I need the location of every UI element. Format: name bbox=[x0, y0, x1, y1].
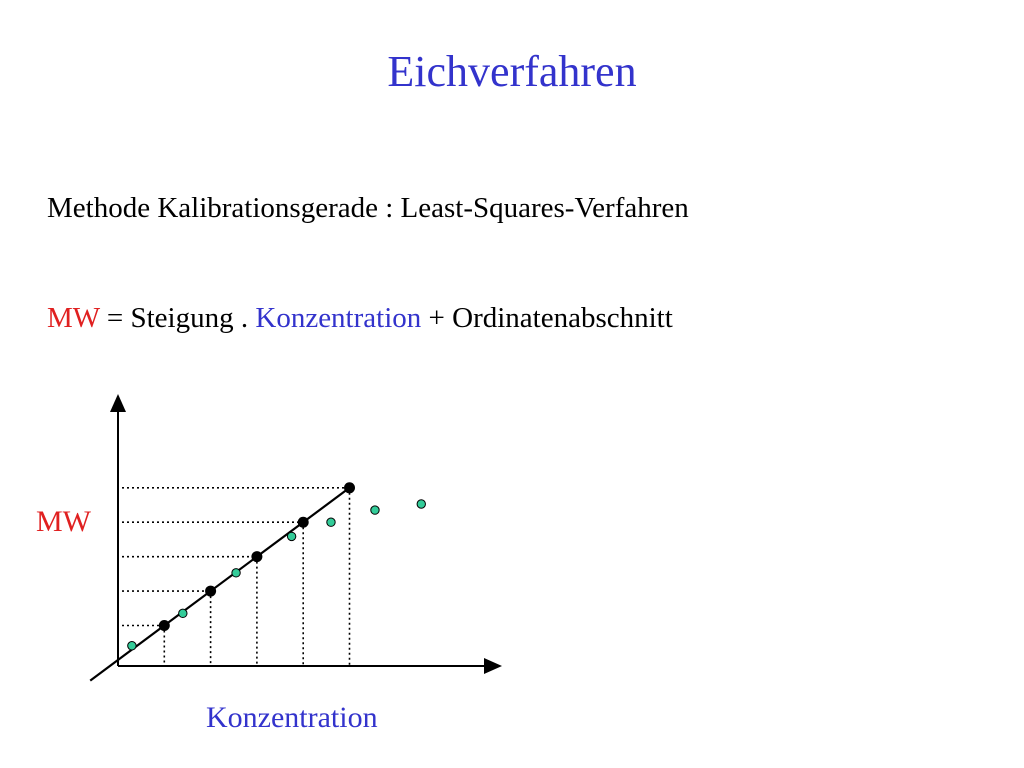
measurement-point bbox=[128, 642, 136, 650]
y-axis-label: MW bbox=[36, 505, 91, 538]
measurement-point bbox=[232, 569, 240, 577]
measurement-point bbox=[179, 609, 187, 617]
formula-konzentration: Konzentration bbox=[255, 302, 422, 334]
calibration-line bbox=[90, 488, 349, 681]
subtitle: Methode Kalibrationsgerade : Least-Squares-Verfahren bbox=[47, 192, 689, 224]
page-title: Eichverfahren bbox=[387, 47, 637, 96]
formula-mw: MW bbox=[47, 302, 100, 334]
calibration-point bbox=[159, 620, 170, 631]
calibration-point bbox=[251, 551, 262, 562]
calibration-point bbox=[205, 586, 216, 597]
measurement-point bbox=[287, 532, 295, 540]
calibration-point bbox=[298, 517, 309, 528]
measurement-point bbox=[417, 500, 425, 508]
measurement-point bbox=[327, 518, 335, 526]
measurement-point bbox=[371, 506, 379, 514]
x-axis-label: Konzentration bbox=[206, 701, 378, 734]
formula-part2: + Ordinatenabschnitt bbox=[421, 302, 673, 334]
calibration-point bbox=[344, 482, 355, 493]
formula-part1: = Steigung . bbox=[99, 302, 256, 334]
